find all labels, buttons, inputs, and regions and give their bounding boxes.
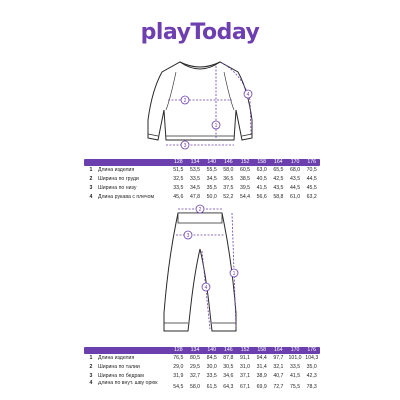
svg-text:2: 2 [198, 207, 202, 213]
top-size-table [84, 159, 320, 202]
pants-diagram [150, 203, 250, 343]
marker-2 [181, 96, 189, 104]
marker-2 [196, 205, 204, 213]
svg-text:4: 4 [204, 285, 208, 291]
svg-text:1: 1 [232, 271, 236, 277]
table-header: 128 134 140 146 152 158 164 170 176 [84, 159, 320, 166]
table-row: 1 Длина изделия 51,5 53,5 55,5 58,0 60,5 63,0 65,5 68,0 70,5 [89, 167, 317, 173]
svg-text:3: 3 [183, 143, 187, 149]
table-row: 4 Длина по внут. шву брюк 54,5 58,0 61,5 64,3 67,1 69,9 72,7 75,5 78,3 [89, 380, 317, 390]
svg-text:4: 4 [246, 92, 250, 98]
marker-3 [184, 231, 192, 239]
brand-logo: playToday [140, 20, 260, 45]
marker-3 [181, 141, 189, 149]
sweatshirt-diagram [130, 50, 270, 150]
bottom-size-table [84, 347, 320, 393]
table-row: 1 Длина изделия 76,5 80,5 84,5 87,8 91,1 94,4 97,7 101,0 104,3 [89, 355, 319, 361]
marker-4 [202, 283, 210, 291]
marker-1 [212, 121, 220, 129]
svg-text:1: 1 [214, 123, 218, 129]
svg-text:2: 2 [183, 98, 187, 104]
table-row: 2 Ширина по груди 32,5 33,5 34,5 36,5 38,5 40,5 42,5 43,5 44,5 [89, 176, 317, 182]
svg-text:3: 3 [186, 233, 190, 239]
table-row: 3 Ширина по низу 33,5 34,5 35,5 37,5 39,5 41,5 43,5 44,5 45,5 [89, 185, 317, 191]
table-row: 3 Ширина по бедрам 31,9 32,7 33,5 34,6 37,1 38,9 40,7 41,5 42,3 [89, 373, 317, 379]
table-row: 4 Длина рукава с плечом 45,6 47,8 50,0 52,2 54,4 56,6 58,8 61,0 63,2 [89, 194, 317, 200]
table-row: 2 Ширина по талии 29,0 29,5 30,0 30,5 31,0 31,4 32,1 33,5 35,0 [89, 364, 317, 370]
marker-4 [244, 90, 252, 98]
table-header: 128 134 140 146 152 158 164 170 176 [84, 347, 320, 354]
marker-1 [230, 269, 238, 277]
